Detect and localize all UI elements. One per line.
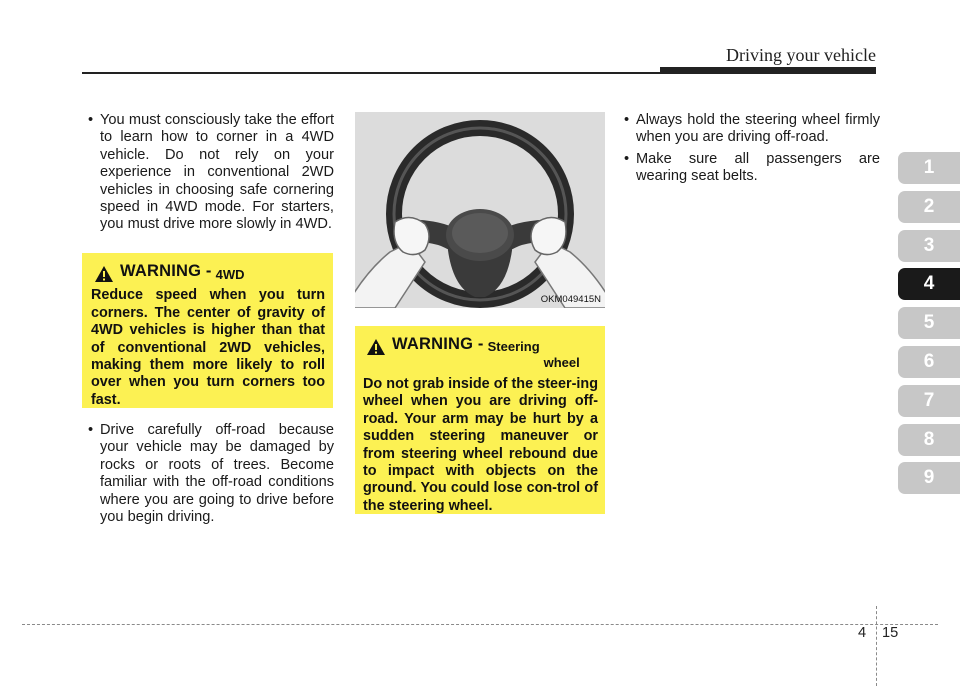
left-column — [88, 112, 334, 238]
chapter-tab-active[interactable]: 4 — [898, 268, 960, 300]
right-column — [624, 112, 880, 190]
warning-subject-line: wheel — [543, 355, 580, 370]
warning-text: Do not grab inside of the steer-ing wheel when you are driving off-road. Your arm may be hurt by a sudden steering maneuver or from steering wheel rebound due to impact with objects on the ground. You could lose con-trol of the steering wheel. — [363, 376, 598, 514]
chapter-tab[interactable]: 9 — [898, 462, 960, 494]
footer-chapter-number: 4 — [858, 625, 867, 641]
header-title: Driving your vehicle — [726, 45, 876, 65]
chapter-tab[interactable]: 7 — [898, 385, 960, 417]
chapter-tab[interactable]: 8 — [898, 424, 960, 456]
warning-heading — [363, 336, 598, 371]
bullet-item: • Always hold the steering wheel firmly when you are driving off-road. — [624, 112, 880, 147]
left-column-lower — [88, 422, 334, 530]
chapter-tab[interactable]: 2 — [898, 191, 960, 223]
warning-box-4wd — [82, 253, 333, 408]
warning-subject: 4WD — [215, 267, 245, 282]
warning-heading — [91, 263, 325, 283]
warning-label: WARNING - — [120, 262, 212, 280]
bullet-item: • You must consciously take the effort to learn how to corner in a 4WD vehicle. Do not rely on your experience in conventional 2WD vehicles in choosing safe cornering speed in 4WD mode. For starters, you must drive more slowly in 4WD. — [88, 112, 334, 234]
steering-wheel-illustration — [355, 112, 605, 308]
warning-triangle-icon — [366, 338, 386, 356]
chapter-tab[interactable]: 6 — [898, 346, 960, 378]
header-rule-accent — [660, 67, 876, 73]
footer-page-number: 15 — [882, 625, 899, 641]
steering-wheel-drawing — [355, 112, 605, 308]
footer-divider — [22, 624, 938, 625]
warning-subject-line: Steering — [487, 339, 540, 354]
figure-caption: OKM049415N — [540, 294, 601, 305]
warning-subject — [488, 339, 580, 371]
chapter-tab[interactable]: 3 — [898, 230, 960, 262]
footer-page-divider — [876, 606, 877, 686]
warning-text: Reduce speed when you turn corners. The center of gravity of 4WD vehicles is higher than that of conventional 2WD vehicles, making them more likely to roll over when you turn corners too fast. — [91, 287, 325, 408]
chapter-tabs — [898, 152, 960, 501]
chapter-tab[interactable]: 5 — [898, 307, 960, 339]
chapter-tab[interactable]: 1 — [898, 152, 960, 184]
warning-label: WARNING - — [392, 335, 484, 353]
bullet-item: • Drive carefully off-road because your vehicle may be damaged by rocks or roots of trees. Become familiar with the off-road conditions where you are going to drive before you begin driving. — [88, 422, 334, 526]
bullet-item: • Make sure all passengers are wearing seat belts. — [624, 151, 880, 186]
warning-triangle-icon — [94, 265, 114, 283]
warning-box-steering — [355, 326, 605, 514]
